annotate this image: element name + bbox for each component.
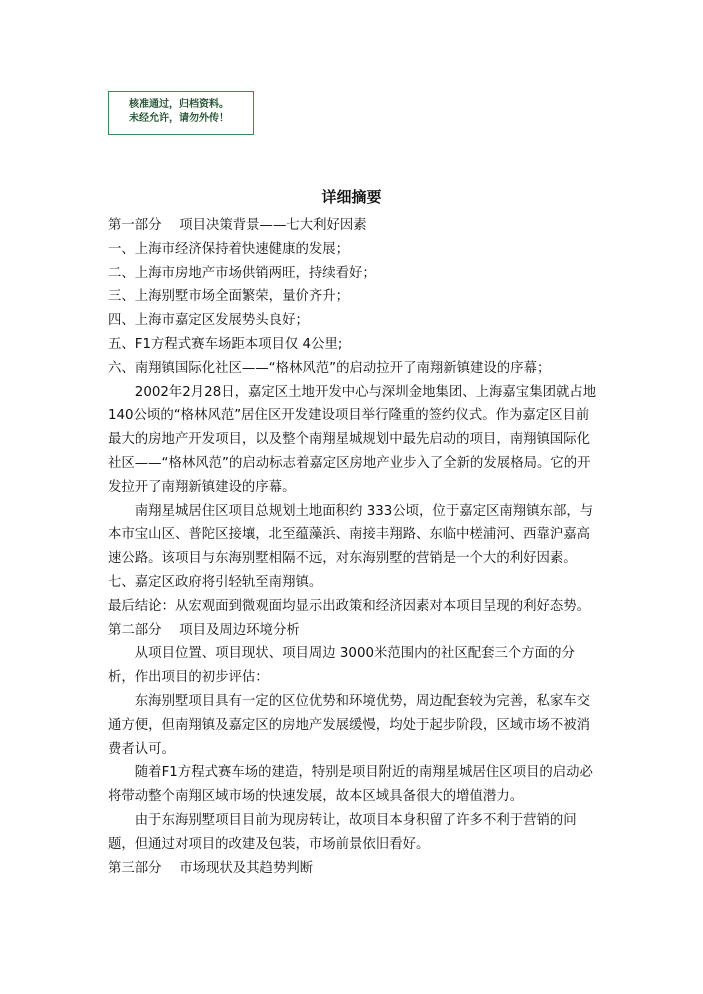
body-paragraph: 由于东海别墅项目目前为现房转让，故项目本身积留了许多不利于营销的问题，但通过对项目的改建及包装，市场前景依旧看好。 <box>108 812 577 852</box>
body-paragraph: 从项目位置、项目现状、项目周边 3000米范围内的社区配套三个方面的分析，作出项目的初步评估： <box>108 646 575 686</box>
document-body <box>108 214 598 880</box>
body-paragraph: 东海别墅项目具有一定的区位优势和环境优势，周边配套较为完善，私家车交通方便，但南翔镇及嘉定区的房地产发展缓慢，均处于起步阶段，区域市场不被消费者认可。 <box>108 693 591 757</box>
conclusion: 最后结论：从宏观面到微观面均显示出政策和经济因素对本项目呈现的利好态势。 <box>108 598 591 614</box>
body-paragraph: 南翔星城居住区项目总规划土地面积约 333公顷，位于嘉定区南翔镇东部，与本市宝山区、普陀区接壤，北至蕴藻浜、南接丰翔路、东临中槎浦河、西靠沪嘉高速公路。该项目与东海别墅相隔不远，对东海别墅的营销是一个大的利好因素。 <box>108 503 594 567</box>
list-item-6: 六、南翔镇国际化社区——“格林风范”的启动拉开了南翔新镇建设的序幕； <box>108 360 551 376</box>
section-heading-1: 第一部分 项目决策背景——七大利好因素 <box>108 218 367 233</box>
list-item-4: 四、上海市嘉定区发展势头良好； <box>108 313 309 329</box>
list-item-7: 七、嘉定区政府将引轻轨至南翔镇。 <box>108 574 323 590</box>
archive-stamp <box>108 91 254 135</box>
document-title: 详细摘要 <box>321 188 382 206</box>
stamp-line-2: 未经允许，请勿外传！ <box>129 113 229 124</box>
stamp-line-1: 核准通过，归档资料。 <box>129 99 229 110</box>
body-paragraph: 2002年2月28日，嘉定区土地开发中心与深圳金地集团、上海嘉宝集团就占地140公顷的“格林风范”居住区开发建设项目举行隆重的签约仪式。作为嘉定区目前最大的房地产开发项目，以及整个南翔星城规划中最先启动的项目，南翔镇国际化社区——“格林风范”的启动标志着嘉定区房地产业步入了全新的发展格局。它的开发拉开了南翔新镇建设的序幕。 <box>108 384 597 495</box>
list-item-3: 三、上海别墅市场全面繁荣，量价齐升； <box>108 289 350 305</box>
list-item-2: 二、上海市房地产市场供销两旺，持续看好； <box>108 265 376 281</box>
section-heading-2: 第二部分 项目及周边环境分析 <box>108 622 300 638</box>
body-paragraph: 随着F1方程式赛车场的建造，特别是项目附近的南翔星城居住区项目的启动必将带动整个南翔区域市场的快速发展，故本区域具备很大的增值潜力。 <box>108 765 593 805</box>
list-item-1: 一、上海市经济保持着快速健康的发展； <box>108 241 350 257</box>
list-item-5: 五、F1方程式赛车场距本项目仅 4公里; <box>108 336 343 352</box>
section-heading-3: 第三部分 市场现状及其趋势判断 <box>108 860 314 876</box>
